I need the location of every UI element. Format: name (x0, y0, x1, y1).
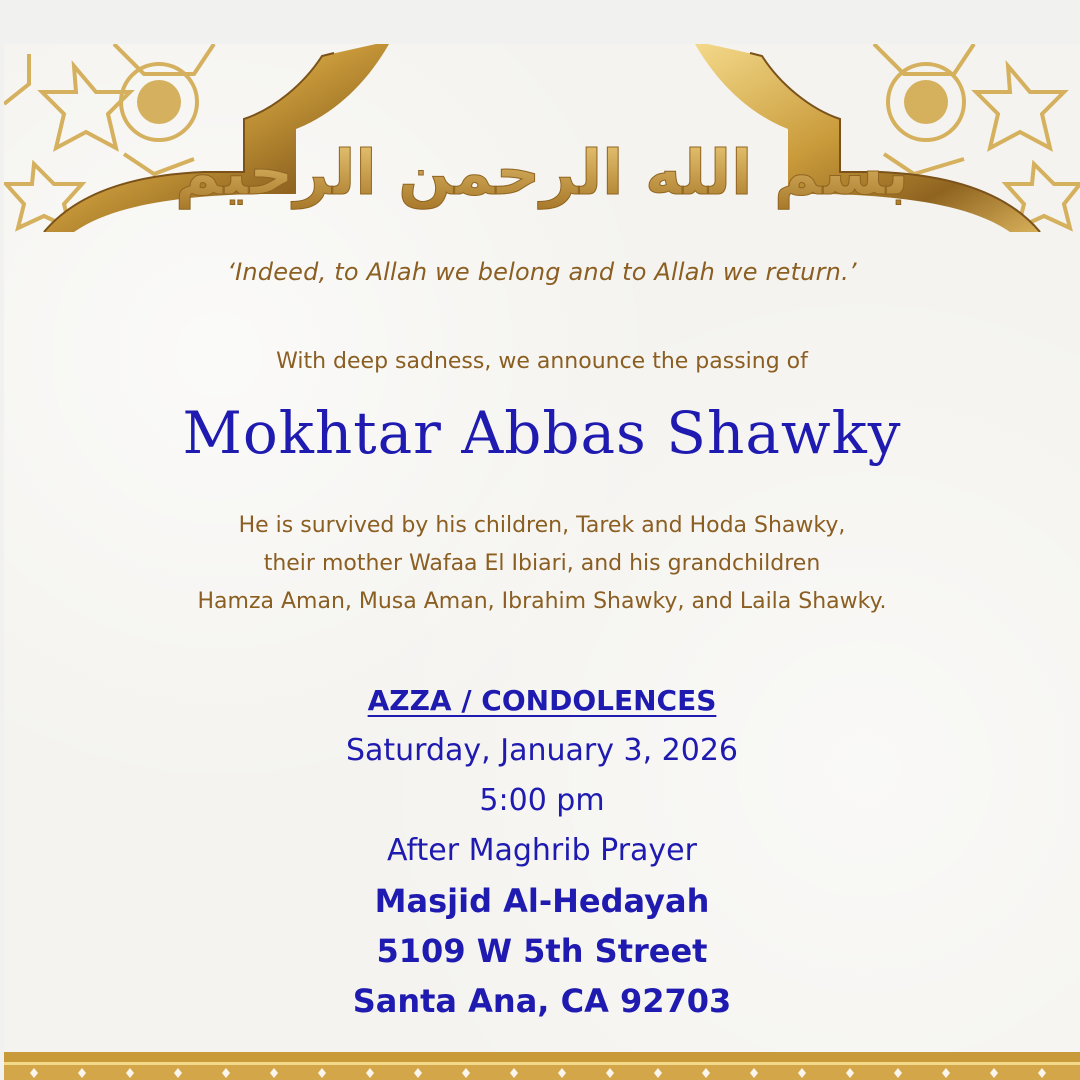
survivors-line: Hamza Aman, Musa Aman, Ibrahim Shawky, and Laila Shawky. (197, 589, 887, 614)
header-ornament (4, 44, 1080, 232)
event-note: After Maghrib Prayer (387, 833, 697, 868)
event-street: 5109 W 5th Street (376, 932, 708, 970)
quran-quote: ‘Indeed, to Allah we belong and to Allah we return.’ (227, 258, 857, 286)
footer-border-svg (4, 1048, 1080, 1080)
event-venue: Masjid Al-Hedayah (374, 882, 710, 920)
survivors-line: He is survived by his children, Tarek and Hoda Shawky, (238, 513, 846, 538)
condolence-event-details (4, 676, 1080, 1026)
survivors-paragraph (4, 507, 1080, 621)
event-city: Santa Ana, CA 92703 (352, 982, 732, 1020)
event-heading: AZZA / CONDOLENCES (367, 684, 717, 717)
announcement-card (4, 44, 1080, 1080)
event-time: 5:00 pm (479, 783, 605, 818)
gold-border-icon (4, 1048, 1080, 1080)
mosque-arch-icon (4, 44, 1080, 232)
deceased-name: Mokhtar Abbas Shawky (182, 399, 902, 467)
survivors-line: their mother Wafaa El Ibiari, and his grandchildren (263, 551, 821, 576)
event-date: Saturday, January 3, 2026 (345, 733, 739, 768)
intro-line: With deep sadness, we announce the passing of (276, 349, 808, 374)
basmala-calligraphy: بسم الله الرحمن الرحيم (174, 136, 910, 209)
